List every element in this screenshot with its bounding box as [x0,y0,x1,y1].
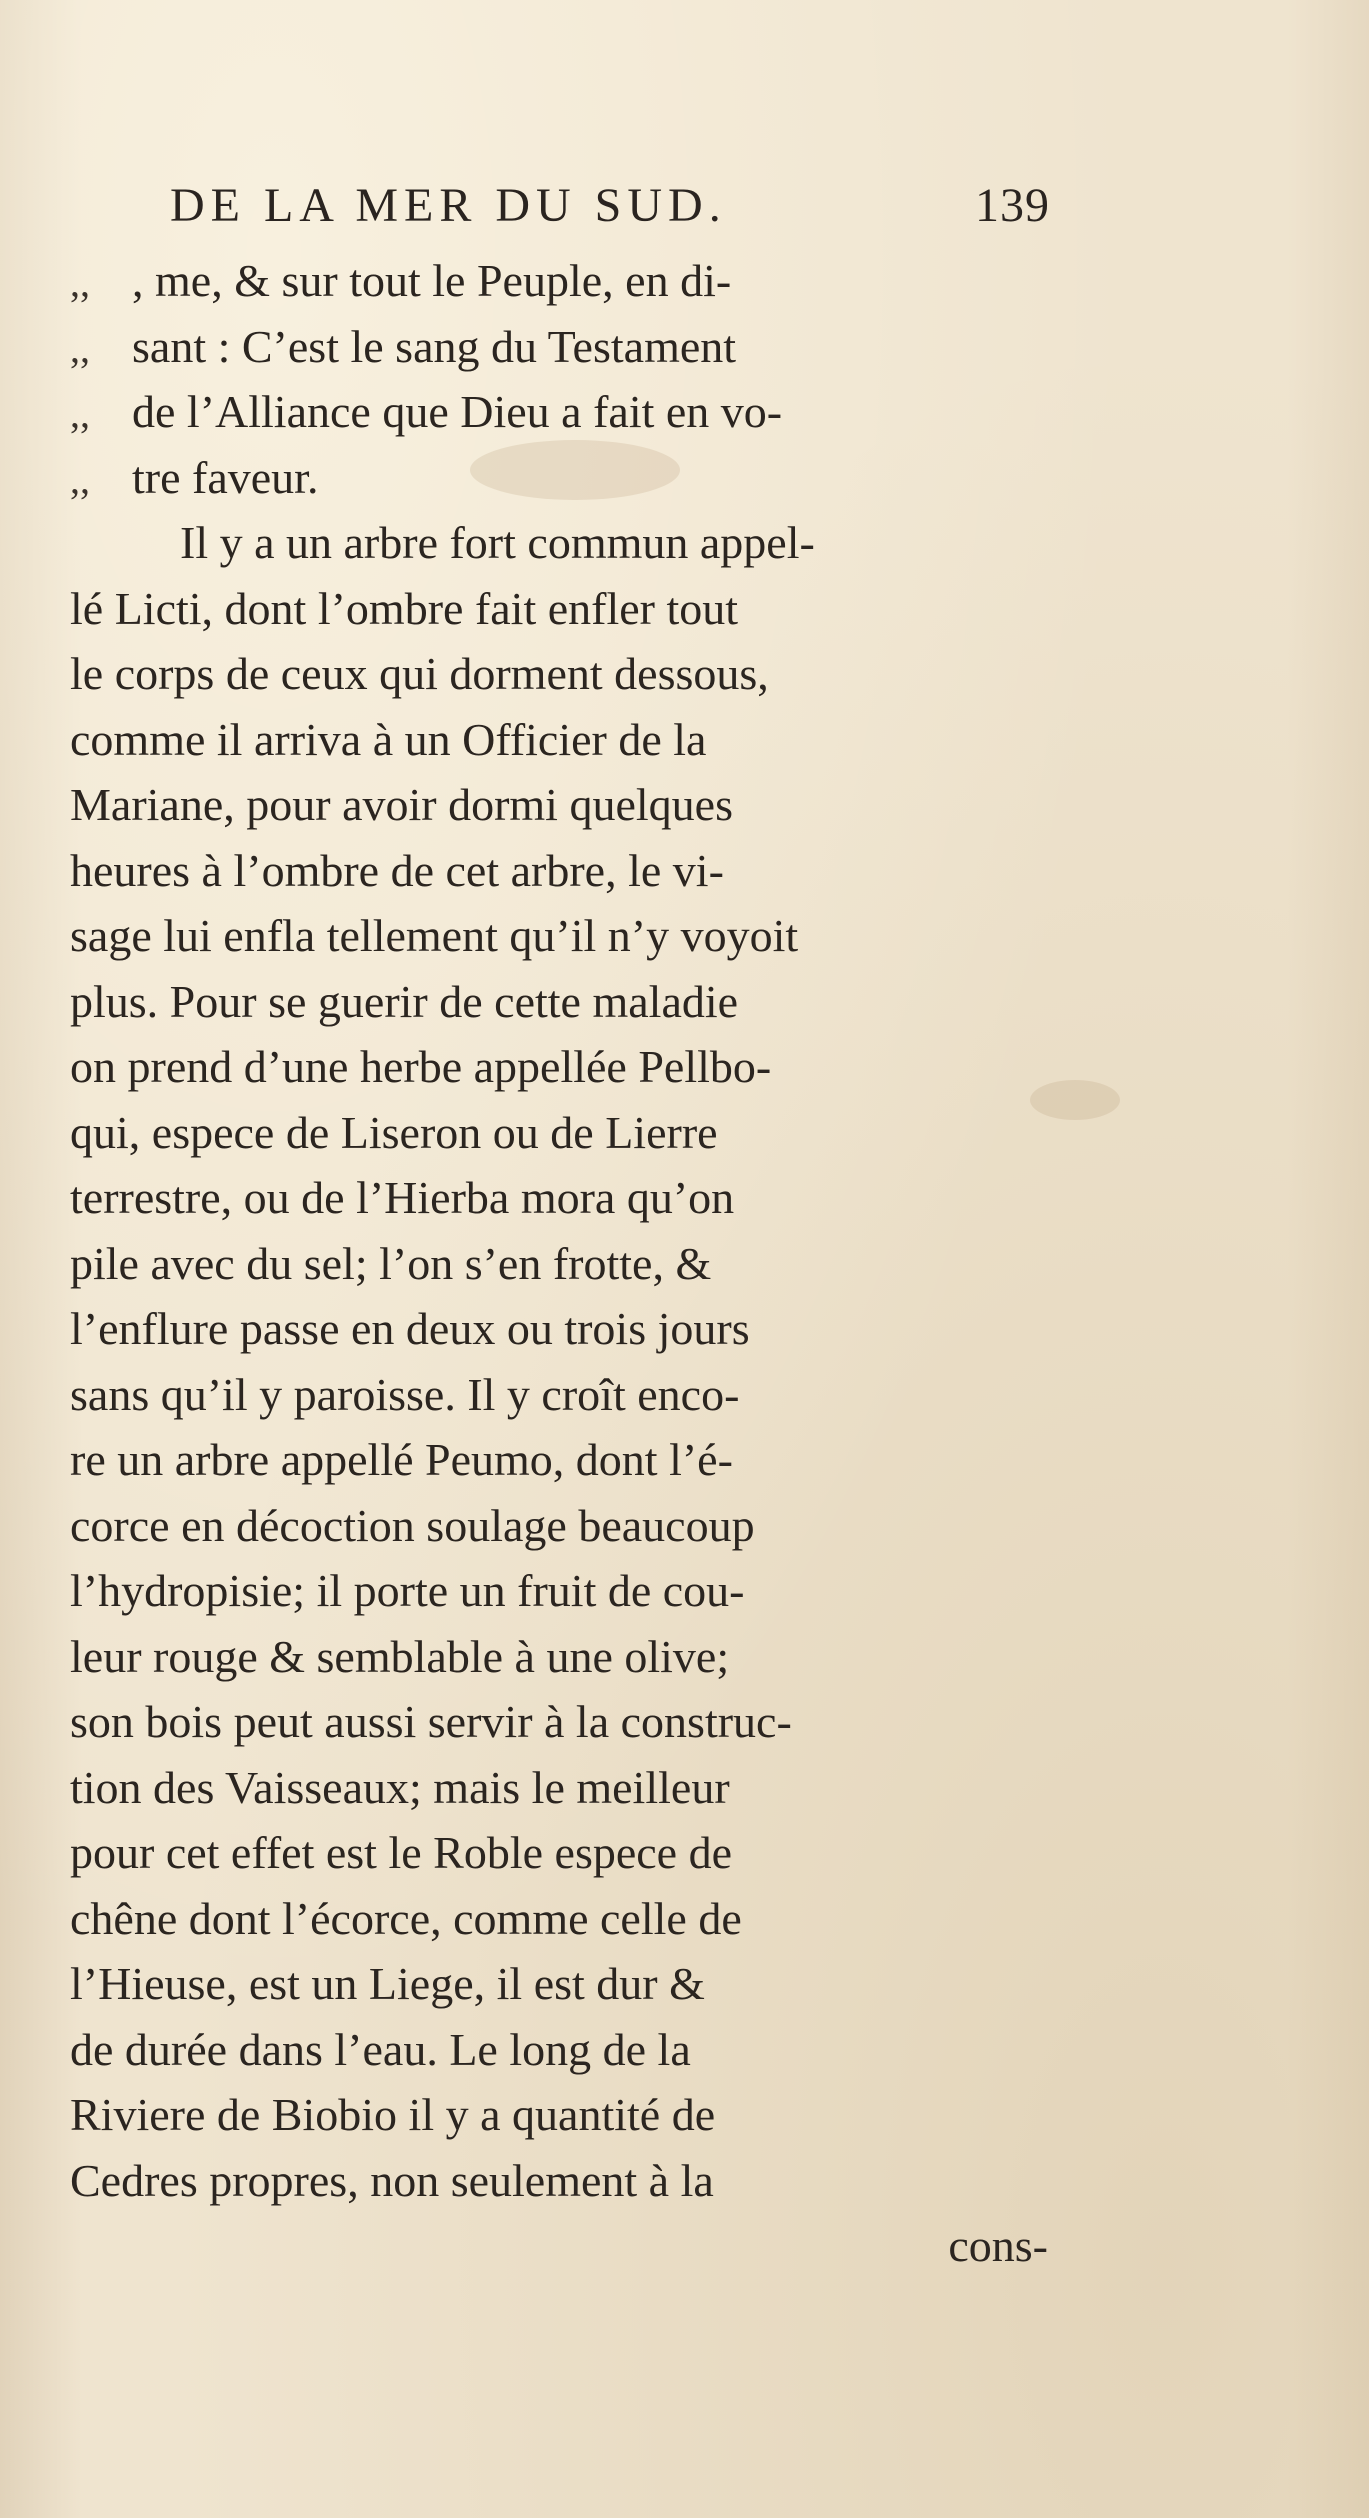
text-line: leur rouge & semblable à une olive; [70,1630,730,1682]
text-line: le corps de ceux qui dorment dessous, [70,648,769,699]
text-line: heures à l’ombre de cet arbre, le vi- [70,844,724,896]
text-line: son bois peut aussi servir à la construc- [70,1696,792,1747]
text-line: chêne dont l’écorce, comme celle de [70,1892,742,1944]
text-line: ,, sant : C’est le sang du Testament [70,314,1060,380]
text-line: comme il arriva à un Officier de la [70,713,707,765]
text-line: l’enflure passe en deux ou trois jours [70,1303,750,1354]
text-line: l’hydropisie; il porte un fruit de cou- [70,1565,745,1616]
text-line: sans qu’il y paroisse. Il y croît enco- [70,1368,740,1420]
text-line: Riviere de Biobio il y a quantité de [70,2089,716,2140]
page-number: 139 [975,179,1050,232]
text-line: pour cet effet est le Roble espece de [70,1827,733,1878]
text-line: ,, de l’Alliance que Dieu a fait en vo- [70,379,1060,445]
text-line: pile avec du sel; l’on s’en frotte, & [70,1237,712,1289]
text-line: qui, espece de Liseron ou de Lierre [70,1106,718,1158]
quote-mark: ,, [70,391,90,436]
quote-mark: ,, [70,260,90,305]
text-line: l’Hieuse, est un Liege, il est dur & [70,1958,705,2009]
text-line: ,, , me, & sur tout le Peuple, en di- [70,248,1060,314]
catchword: cons- [948,2220,1048,2271]
text-line: ,, tre faveur. [70,445,1060,511]
text-line: lé Licti, dont l’ombre fait enfler tout [70,582,739,634]
page-header [120,178,1060,250]
text-line: plus. Pour se guerir de cette maladie [70,975,739,1027]
text-line: on prend d’une herbe appellée Pellbo- [70,1041,772,1092]
text-line: re un arbre appellé Peumo, dont l’é- [70,1434,733,1485]
text-line: Mariane, pour avoir dormi quelques [70,779,733,830]
quote-mark: ,, [70,325,90,371]
text-line: de durée dans l’eau. Le long de la [70,2023,691,2075]
text-line: tion des Vaisseaux; mais le meilleur [70,1761,730,1813]
text-line: sage lui enfla tellement qu’il n’y voyoit [70,910,799,961]
body-text [70,248,1060,2279]
quote-mark: ,, [70,456,90,502]
text-line: corce en décoction soulage beaucoup [70,1499,755,1551]
paragraph-start-line: Il y a un arbre fort commun appel- [180,517,815,568]
running-title: DE LA MER DU SUD. [170,179,727,232]
text-line: terrestre, ou de l’Hierba mora qu’on [70,1172,735,1223]
text-line: Cedres propres, non seulement à la [70,2154,714,2206]
